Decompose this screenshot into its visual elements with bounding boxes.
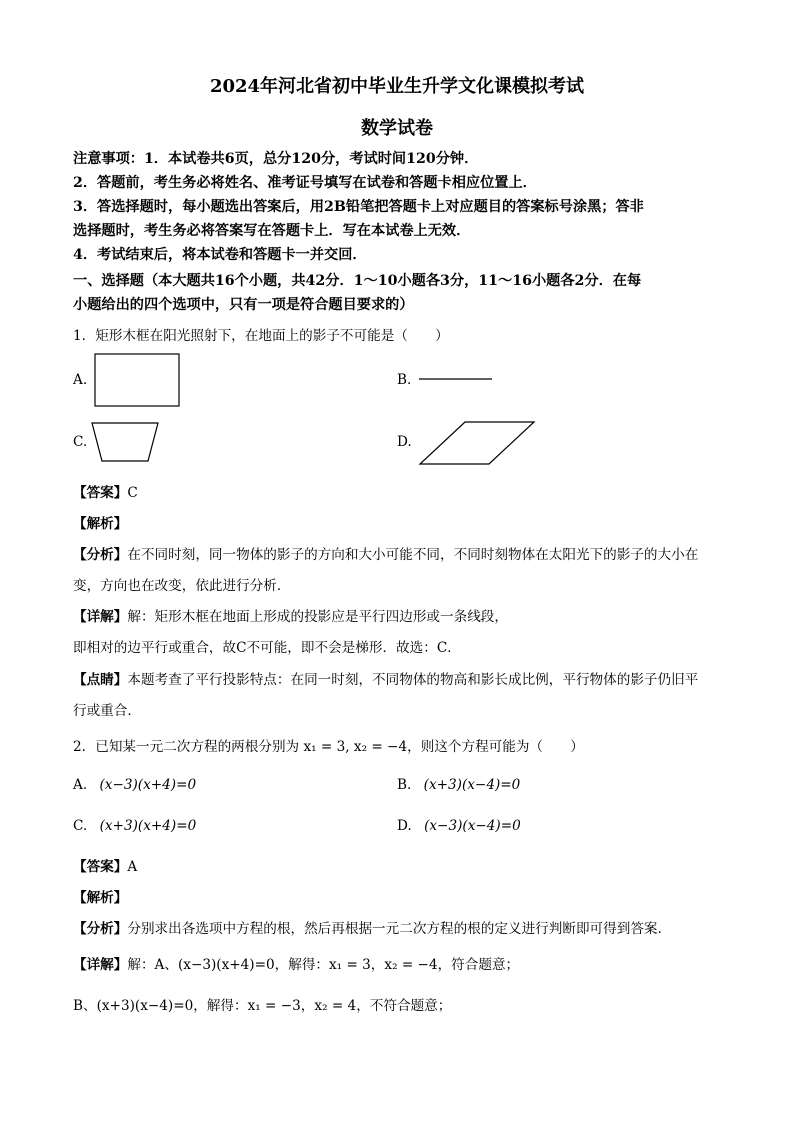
q2-option-b-equation: (x+3)(x−4)=0	[423, 777, 521, 793]
q2-analysis-tag	[73, 886, 127, 906]
q1-option-c-trapezoid	[92, 423, 158, 461]
q1-answer: C	[127, 485, 138, 501]
q1-xiangjie-line-1	[73, 605, 508, 625]
q2-option-a	[73, 777, 196, 793]
q1-fenxi-text-1: 在不同时刻，同一物体的影子的方向和大小可能不同，不同时刻物体在太阳光下的影子的大小在	[127, 547, 699, 563]
q2-answer-tag: 【答案】	[73, 859, 128, 875]
q2-option-a-equation: (x−3)(x+4)=0	[99, 777, 197, 793]
q2-answer: A	[127, 859, 138, 875]
note-line-1: 注意事项：1．本试卷共6页，总分120分，考试时间120分钟．	[73, 151, 479, 167]
q2-option-c-equation: (x+3)(x+4)=0	[99, 818, 197, 834]
q1-analysis-tag	[73, 512, 127, 532]
q2-option-d-label: D.	[397, 818, 412, 834]
q1-xiangjie-tag: 【详解】	[73, 609, 128, 625]
q2-stem: 2．已知某一元二次方程的两根分别为 x₁ = 3, x₂ = −4，则这个方程可能为（ ）	[73, 739, 584, 755]
note-line-3: 3．答选择题时，每小题选出答案后，用2B铅笔把答题卡上对应题目的答案标号涂黑；答非	[73, 199, 644, 215]
q1-option-c-label: C.	[73, 434, 88, 450]
q1-xiangjie-text-1: 解：矩形木框在地面上形成的投影应是平行四边形或一条线段，	[127, 609, 508, 625]
q2-analysis-label: 【解析】	[73, 890, 128, 906]
q1-dianjing-text-1: 本题考查了平行投影特点：在同一时刻，不同物体的物高和影长成比例，平行物体的影子仍旧平	[127, 672, 699, 688]
q1-dianjing-tag: 【点睛】	[73, 672, 128, 688]
q2-option-c-label: C.	[73, 818, 88, 834]
q2-xiangjie-tag: 【详解】	[73, 957, 128, 973]
note-line-4: 选择题时，考生务必将答案写在答题卡上．写在本试卷上无效．	[73, 223, 471, 239]
q2-fenxi-line	[73, 917, 662, 937]
q1-dianjing-line-1	[73, 668, 698, 688]
exam-title: 2024年河北省初中毕业生升学文化课模拟考试	[209, 76, 585, 97]
q1-stem: 1．矩形木框在阳光照射下，在地面上的影子不可能是（ ）	[73, 328, 449, 344]
q1-fenxi-tag: 【分析】	[73, 547, 128, 563]
q1-fenxi-line-1	[73, 543, 698, 563]
section-header-line-1: 一、选择题（本大题共16个小题，共42分．1～10小题各3分，11～16小题各2分．在每	[73, 273, 642, 289]
q2-option-c	[73, 818, 196, 834]
q2-xiangjie-line-a	[73, 953, 519, 973]
q2-answer-row	[73, 855, 137, 875]
q1-answer-row	[73, 481, 138, 501]
q2-xiangjie-text-a: 解：A、(x−3)(x+4)=0，解得：x₁ = 3，x₂ = −4，符合题意；	[127, 957, 520, 973]
q2-option-d	[397, 818, 521, 834]
q2-option-b	[397, 777, 520, 793]
q2-option-d-equation: (x−3)(x−4)=0	[424, 818, 521, 834]
q1-dianjing-line-2: 行或重合．	[73, 703, 141, 719]
q2-fenxi-tag: 【分析】	[73, 921, 128, 937]
q1-option-a-label: A.	[73, 372, 88, 388]
q2-option-a-label: A.	[73, 777, 88, 793]
q1-fenxi-line-2: 变，方向也在改变，依此进行分析．	[73, 578, 291, 594]
q1-analysis-label: 【解析】	[73, 516, 128, 532]
q2-option-b-label: B.	[397, 777, 412, 793]
q1-option-a-rectangle	[95, 354, 179, 406]
q2-xiangjie-line-b: B、(x+3)(x−4)=0，解得：x₁ = −3，x₂ = 4，不符合题意；	[73, 998, 452, 1014]
section-header-line-2: 小题给出的四个选项中，只有一项是符合题目要求的）	[73, 297, 414, 313]
q1-option-d-parallelogram	[420, 422, 534, 464]
q1-xiangjie-line-2: 即相对的边平行或重合，故C不可能，即不会是梯形．故选：C．	[73, 640, 461, 656]
exam-subtitle: 数学试卷	[361, 118, 433, 139]
q2-fenxi-text: 分别求出各选项中方程的根，然后再根据一元二次方程的根的定义进行判断即可得到答案.	[127, 921, 662, 937]
q1-option-d-label: D.	[397, 434, 412, 450]
note-line-2: 2．答题前，考生务必将姓名、准考证号填写在试卷和答题卡相应位置上．	[73, 175, 537, 191]
q1-answer-tag: 【答案】	[73, 485, 128, 501]
q1-option-b-label: B.	[397, 372, 412, 388]
note-line-5: 4．考试结束后，将本试卷和答题卡一并交回．	[73, 247, 367, 263]
